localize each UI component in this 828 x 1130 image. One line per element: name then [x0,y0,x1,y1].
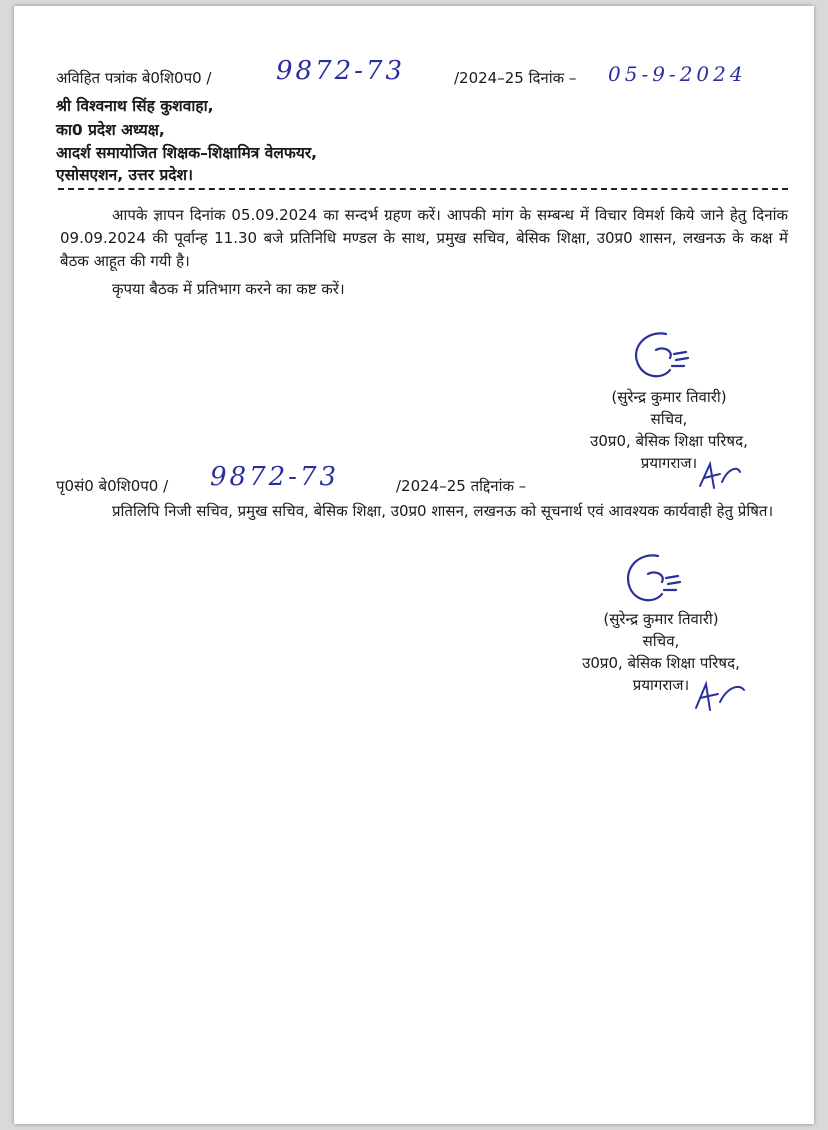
body-paragraph-1: आपके ज्ञापन दिनांक 05.09.2024 का सन्दर्भ ग्रहण करें। आपकी मांग के सम्बन्ध में विचार विमर्श किये जाने हेतु दिनांक 09.09.2024 की पूर्वान्ह 11.30 बजे प्रतिनिधि मण्डल के साथ, प्रमुख सचिव, बेसिक शिक्षा, उ0प्र0 शासन, लखनऊ के कक्ष में बैठक आहूत की गयी है। [60,206,788,270]
signatory-place: प्रयागराज। [640,454,698,472]
signatory-name: (सुरेन्द्र कुमार तिवारी) [611,388,727,406]
signatory-designation: सचिव, [650,410,688,428]
addressee-line-3: आदर्श समायोजित शिक्षक–शिक्षामित्र वेलफयर, [56,144,318,162]
copy-signatory-place: प्रयागराज। [632,676,690,694]
ref-prefix: अविहित पत्रांक बे0शि0प0 / [56,69,212,87]
copy-body: प्रतिलिपि निजी सचिव, प्रमुख सचिव, बेसिक शिक्षा, उ0प्र0 शासन, लखनऊ को सूचनार्थ एवं आवश्यक कार्यवाही हेतु प्रेषित। [112,502,774,520]
copy-signatory-designation: सचिव, [642,632,680,650]
copy-ref-prefix: पृ0सं0 बे0शि0प0 / [56,477,169,495]
copy-signatory-name: (सुरेन्द्र कुमार तिवारी) [603,610,719,628]
ref-year: /2024–25 दिनांक – [454,69,577,87]
dashed-separator [58,188,788,190]
initials-mark [694,456,744,496]
copy-ref-year: /2024–25 तद्दिनांक – [396,477,527,495]
handwritten-ref-number: 9872-73 [276,56,406,86]
signature-mark-2 [618,550,694,612]
handwritten-copy-ref-number: 9872-73 [210,462,340,492]
signatory-block [554,386,784,474]
addressee-line-4: एसोसएशन, उत्तर प्रदेश। [56,166,193,184]
signatory-office: उ0प्र0, बेसिक शिक्षा परिषद, [590,432,748,450]
body-paragraph-2: कृपया बैठक में प्रतिभाग करने का कष्ट करें। [112,280,345,298]
signature-mark [626,328,702,388]
addressee-line-2: का0 प्रदेश अध्यक्ष, [56,121,165,139]
initials-mark-2 [690,674,750,718]
document-page [14,6,814,1124]
addressee-line-1: श्री विश्वनाथ सिंह कुशवाहा, [56,97,214,115]
copy-signatory-office: उ0प्र0, बेसिक शिक्षा परिषद, [582,654,740,672]
handwritten-date: 05-9-2024 [608,62,747,86]
